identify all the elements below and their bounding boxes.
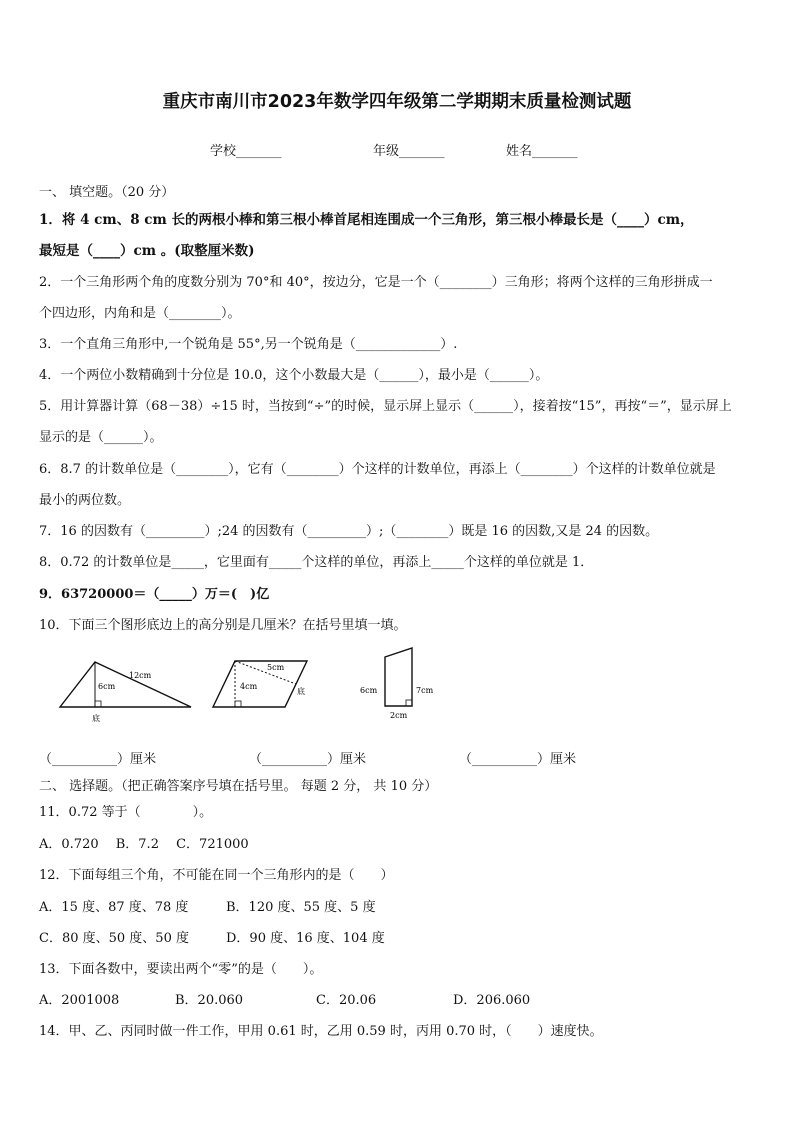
- answer-blank-3: （__________）厘米: [459, 752, 577, 767]
- school-field: 学校_______: [210, 144, 282, 159]
- parallelogram-side-height-line: [235, 661, 296, 684]
- question-3: 3．一个直角三角形中,一个锐角是 55°,另一个锐角是（_____________）.: [39, 337, 458, 352]
- question-6-line2: 最小的两位数。: [39, 493, 131, 508]
- trapezoid-right-label: 7cm: [416, 686, 434, 695]
- trapezoid-left-label: 6cm: [360, 686, 378, 695]
- question-5-line1: 5．用计算器计算（68－38）÷15 时，当按到“÷”的时候，显示屏上显示（______），接着按“15”，再按“＝”，显示屏上: [39, 399, 732, 414]
- right-angle-mark: [235, 701, 241, 707]
- question-12-option-b: B．120 度、55 度、5 度: [226, 900, 376, 915]
- question-13-option-a: A．2001008: [39, 993, 120, 1008]
- question-12-option-d: D．90 度、16 度、104 度: [226, 931, 385, 946]
- question-8: 8．0.72 的计数单位是_____，它里面有_____个这样的单位，再添上_____个这样的单位就是 1．: [39, 555, 594, 570]
- question-6-line1: 6．8.7 的计数单位是（________），它有（________）个这样的计数单位，再添上（________）个这样的计数单位就是: [39, 462, 716, 477]
- question-7: 7．16 的因数有（_________）;24 的因数有（_________）;（________）既是 16 的因数,又是 24 的因数。: [39, 524, 659, 539]
- question-13-option-d: D．206.060: [453, 993, 531, 1008]
- question-12: 12．下面每组三个角，不可能在同一个三角形内的是（ ）: [39, 868, 394, 883]
- question-5-line2: 显示的是（______）。: [39, 430, 163, 445]
- question-11: 11．0.72 等于（ ）。: [39, 805, 213, 820]
- question-1-line2: 最短是（____）cm 。(取整厘米数): [39, 243, 255, 259]
- parallelogram-base-label: 底: [297, 687, 305, 696]
- right-angle-mark: [406, 700, 412, 706]
- question-11-options: A．0.720 B．7.2 C．721000: [39, 837, 249, 852]
- section-one-heading: 一、 填空题。（20 分）: [39, 185, 175, 200]
- parallelogram-figure: [210, 655, 320, 727]
- question-2-line2: 个四边形，内角和是（________）。: [39, 306, 241, 321]
- grade-field: 年级_______: [373, 144, 445, 159]
- triangle-height-label: 6cm: [98, 682, 116, 691]
- answer-blank-1: （__________）厘米: [39, 752, 157, 767]
- question-13-option-c: C．20.06: [316, 993, 377, 1008]
- parallelogram-shape: [213, 661, 307, 707]
- question-14: 14．甲、乙、丙同时做一件工作，甲用 0.61 时，乙用 0.59 时，丙用 0.70 时，（ ）速度快。: [39, 1024, 603, 1039]
- question-13-option-b: B．20.060: [175, 993, 244, 1008]
- parallelogram-side-label: 5cm: [267, 663, 285, 672]
- trapezoid-shape: [385, 648, 412, 706]
- question-4: 4．一个两位小数精确到十分位是 10.0，这个小数最大是（______），最小是（______）。: [39, 368, 549, 383]
- triangle-figure: [55, 655, 195, 727]
- answer-blank-2: （__________）厘米: [249, 752, 367, 767]
- question-12-option-a: A．15 度、87 度、78 度: [39, 900, 189, 915]
- trapezoid-bottom-label: 2cm: [390, 711, 408, 720]
- question-9: 9．63720000＝（_____）万＝( )亿: [39, 587, 270, 602]
- question-10: 10．下面三个图形底边上的高分别是几厘米？在括号里填一填。: [39, 618, 407, 633]
- triangle-shape: [60, 662, 191, 707]
- question-2-line1: 2．一个三角形两个角的度数分别为 70°和 40°，按边分，它是一个（________）三角形；将两个这样的三角形拼成一: [39, 275, 713, 290]
- triangle-base-label: 底: [92, 714, 100, 723]
- page-title: 重庆市南川市2023年数学四年级第二学期期末质量检测试题: [162, 92, 632, 112]
- section-two-heading: 二、 选择题。（把正确答案序号填在括号里。 每题 2 分， 共 10 分）: [39, 779, 438, 794]
- trapezoid-figure: [355, 644, 445, 724]
- question-12-option-c: C．80 度、50 度、50 度: [39, 931, 189, 946]
- triangle-side-label: 12cm: [129, 671, 152, 680]
- parallelogram-height-label: 4cm: [240, 682, 258, 691]
- question-13: 13．下面各数中，要读出两个“零”的是（ ）。: [39, 962, 323, 977]
- right-angle-mark: [95, 701, 101, 707]
- name-field: 姓名_______: [506, 144, 578, 159]
- question-1-line1: 1．将 4 cm、8 cm 长的两根小棒和第三根小棒首尾相连围成一个三角形，第三根小棒最长是（____）cm，: [39, 212, 694, 228]
